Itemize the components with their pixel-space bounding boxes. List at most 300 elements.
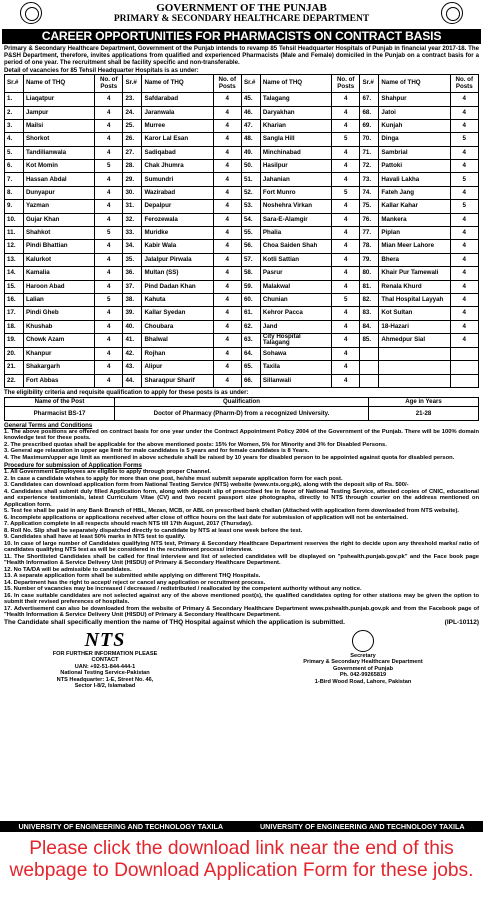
post-count: 4 xyxy=(95,133,123,146)
vacancy-serial: 48. xyxy=(241,133,260,146)
vacancy-serial: 41. xyxy=(123,334,142,348)
vacancy-table-header xyxy=(5,75,479,93)
thq-name: Havali Lakha xyxy=(379,173,450,186)
thq-name: Hasilpur xyxy=(260,160,331,173)
thq-name: Pasrur xyxy=(260,267,331,280)
thq-name: Jampur xyxy=(23,106,94,119)
thq-name: Piplan xyxy=(379,227,450,240)
vacancy-serial: 82. xyxy=(360,293,379,306)
vacancy-serial xyxy=(360,347,379,360)
post-count: 4 xyxy=(213,293,241,306)
thq-name: Minchinabad xyxy=(260,146,331,159)
vacancy-column-header: No. of Posts xyxy=(95,75,123,93)
post-count: 4 xyxy=(213,374,241,387)
intro-paragraph: Primary & Secondary Healthcare Department, Government of the Punjab intends to revamp 85 Tehsil Headquarter Hospitals of Punjab in financial year 2017-18. The P&SH Department, therefore, invites applications from qualified and experienced Pharmacists (Male and Female) domiciled in the Punjab on a contract basis for a period of one year. The recruitment shall be facility specific and non-transferable. xyxy=(4,45,479,67)
vacancy-serial: 20. xyxy=(5,347,24,360)
vacancy-serial: 37. xyxy=(123,280,142,293)
post-count: 4 xyxy=(450,106,479,119)
vacancy-serial: 75. xyxy=(360,200,379,213)
post-count: 4 xyxy=(213,240,241,253)
list-item: 13. A separate application form shall be submitted while applying on different THQ Hospitals. xyxy=(4,573,261,580)
list-item: 15. Number of vacancies may be increased / decreased / redistributed / reallocated by the competent authority without any notice. xyxy=(4,586,362,593)
secretary-contact xyxy=(283,630,443,685)
post-count: 4 xyxy=(213,173,241,186)
post-count: 4 xyxy=(450,320,479,333)
vacancy-serial: 56. xyxy=(241,240,260,253)
vacancy-serial: 26. xyxy=(123,133,142,146)
post-count: 4 xyxy=(95,253,123,266)
thq-name: Mailsi xyxy=(23,119,94,132)
vacancy-serial: 58. xyxy=(241,267,260,280)
post-count: 4 xyxy=(450,186,479,199)
post-count: 4 xyxy=(95,320,123,333)
thq-name: Khushab xyxy=(23,320,94,333)
vacancy-serial: 36. xyxy=(123,267,142,280)
vacancy-serial: 11. xyxy=(5,227,24,240)
thq-name: Kot Sultan xyxy=(379,307,450,320)
post-count: 4 xyxy=(450,253,479,266)
post-count: 4 xyxy=(95,186,123,199)
thq-name: Jaranwala xyxy=(142,106,213,119)
list-item: 1. All Government Employees are eligible to apply through proper Channel. xyxy=(4,469,211,476)
thq-name: Wazirabad xyxy=(142,186,213,199)
post-count: 4 xyxy=(95,240,123,253)
secretary-line: Government of Punjab xyxy=(333,665,393,672)
vacancy-column-header: Name of THQ xyxy=(379,75,450,93)
vacancy-serial: 7. xyxy=(5,173,24,186)
thq-name: Khair Pur Tamewali xyxy=(379,267,450,280)
thq-name: Lalian xyxy=(23,293,94,306)
post-count: 5 xyxy=(450,200,479,213)
university-name: UNIVERSITY OF ENGINEERING AND TECHNOLOGY TAXILA xyxy=(18,822,224,831)
thq-name: Sambrial xyxy=(379,146,450,159)
government-title: GOVERNMENT OF THE PUNJAB xyxy=(156,2,327,14)
qualification-value: Doctor of Pharmacy (Pharm-D) from a recognized University. xyxy=(115,406,369,420)
punjab-seal-icon xyxy=(352,630,374,652)
thq-name: Multan (SS) xyxy=(142,267,213,280)
vacancy-serial: 28. xyxy=(123,160,142,173)
table-row xyxy=(5,200,479,213)
post-count: 4 xyxy=(332,227,360,240)
list-item: 6. Incomplete applications or applications received after close of office hours on the last date for submission of application will not be entertained. xyxy=(4,514,408,521)
table-row xyxy=(5,253,479,266)
post-count: 4 xyxy=(95,119,123,132)
thq-name: Pattoki xyxy=(379,160,450,173)
thq-name: Chak Jhumra xyxy=(142,160,213,173)
nts-line: UAN: +92-51-844-444-1 xyxy=(74,663,136,670)
vacancy-serial: 69. xyxy=(360,119,379,132)
list-item: 9. Candidates shall have at least 50% marks in NTS test to qualify. xyxy=(4,534,186,541)
thq-name: Alipur xyxy=(142,361,213,374)
qualification-table xyxy=(4,397,479,421)
thq-name: Jalalpur Pirwala xyxy=(142,253,213,266)
vacancy-serial: 66. xyxy=(241,374,260,387)
thq-name: Sadiqabad xyxy=(142,146,213,159)
general-terms-title: General Terms and Conditions xyxy=(4,421,93,429)
vacancy-serial: 72. xyxy=(360,160,379,173)
table-row xyxy=(5,186,479,199)
thq-name: Jatoi xyxy=(379,106,450,119)
thq-name: City Hospital Talagang xyxy=(260,334,331,348)
table-row xyxy=(5,93,479,106)
university-strip xyxy=(0,821,483,832)
vacancy-serial: 30. xyxy=(123,186,142,199)
post-count: 4 xyxy=(95,280,123,293)
thq-name: Liaqatpur xyxy=(23,93,94,106)
thq-name: Murree xyxy=(142,119,213,132)
career-banner: CAREER OPPORTUNITIES FOR PHARMACISTS ON CONTRACT BASIS xyxy=(2,29,481,44)
thq-name: Pind Dadan Khan xyxy=(142,280,213,293)
thq-name: Shahpur xyxy=(379,93,450,106)
post-count: 4 xyxy=(450,160,479,173)
post-count: 4 xyxy=(95,200,123,213)
thq-name: Tandilianwala xyxy=(23,146,94,159)
vacancy-serial: 60. xyxy=(241,293,260,306)
vacancy-column-header: No. of Posts xyxy=(450,75,479,93)
list-item: 17. Advertisement can also be downloaded from the website of Primary & Secondary Healthcare Department www.pshealth.punjab.gov.pk and from the Facebook page of "Health Information & Service Delivery Unit (HISDU) of Primary & Secondary Healthcare Department. xyxy=(4,605,479,619)
thq-name: Muridke xyxy=(142,227,213,240)
list-item: 7. Application complete in all respects should reach NTS till 17th August, 2017 (Thursday). xyxy=(4,521,253,528)
post-count: 4 xyxy=(213,160,241,173)
table-row xyxy=(5,361,479,374)
post-count: 5 xyxy=(450,133,479,146)
post-count: 4 xyxy=(213,347,241,360)
vacancy-column-header: No. of Posts xyxy=(213,75,241,93)
vacancy-serial: 67. xyxy=(360,93,379,106)
vacancy-serial: 74. xyxy=(360,186,379,199)
vacancy-serial: 16. xyxy=(5,293,24,306)
post-count: 4 xyxy=(95,347,123,360)
post-count: 5 xyxy=(332,186,360,199)
vacancy-serial: 83. xyxy=(360,307,379,320)
vacancy-serial xyxy=(360,374,379,387)
thq-name: Gujar Khan xyxy=(23,213,94,226)
post-count: 4 xyxy=(332,93,360,106)
thq-name: Kotli Sattian xyxy=(260,253,331,266)
vacancy-serial: 70. xyxy=(360,133,379,146)
vacancy-serial: 59. xyxy=(241,280,260,293)
thq-name: Ferozewala xyxy=(142,213,213,226)
vacancy-serial: 55. xyxy=(241,227,260,240)
vacancy-serial: 13. xyxy=(5,253,24,266)
post-count: 4 xyxy=(95,146,123,159)
thq-name: Kabir Wala xyxy=(142,240,213,253)
age-header: Age in Years xyxy=(369,397,479,406)
qualification-header: Qualification xyxy=(115,397,369,406)
list-item: 12. No TA/DA will be admissible to candidates. xyxy=(4,566,132,573)
thq-name: Thal Hospital Layyah xyxy=(379,293,450,306)
vacancy-column-header: No. of Posts xyxy=(332,75,360,93)
table-row xyxy=(5,267,479,280)
thq-name: Choubara xyxy=(142,320,213,333)
procedure-title: Procedure for submission of Application Forms xyxy=(4,462,142,470)
thq-name: Mian Meer Lahore xyxy=(379,240,450,253)
post-count: 4 xyxy=(450,213,479,226)
vacancy-serial: 14. xyxy=(5,267,24,280)
post-count: 4 xyxy=(450,334,479,348)
thq-name: Fort Munro xyxy=(260,186,331,199)
post-count: 4 xyxy=(95,307,123,320)
secretary-line: Secretary xyxy=(350,652,376,659)
vacancy-serial: 31. xyxy=(123,200,142,213)
vacancy-serial: 44. xyxy=(123,374,142,387)
thq-name: Bhera xyxy=(379,253,450,266)
table-row xyxy=(5,213,479,226)
vacancy-column-header: Sr.# xyxy=(5,75,24,93)
thq-name: Kharian xyxy=(260,119,331,132)
table-row xyxy=(5,106,479,119)
thq-name: Haroon Abad xyxy=(23,280,94,293)
vacancy-serial: 39. xyxy=(123,307,142,320)
post-count: 4 xyxy=(332,320,360,333)
vacancy-serial: 63. xyxy=(241,334,260,348)
thq-name: Kot Momin xyxy=(23,160,94,173)
thq-name: Kehror Pacca xyxy=(260,307,331,320)
post-count: 5 xyxy=(332,293,360,306)
thq-name: Chunian xyxy=(260,293,331,306)
post-count: 4 xyxy=(213,213,241,226)
thq-name: Shakargarh xyxy=(23,361,94,374)
department-title: PRIMARY & SECONDARY HEALTHCARE DEPARTMENT xyxy=(113,14,370,24)
post-count: 4 xyxy=(95,213,123,226)
post-count: 4 xyxy=(332,106,360,119)
vacancy-serial: 4. xyxy=(5,133,24,146)
thq-name: Noshehra Virkan xyxy=(260,200,331,213)
table-row xyxy=(5,146,479,159)
table-row xyxy=(5,293,479,306)
vacancy-serial: 64. xyxy=(241,347,260,360)
punjab-seal-icon xyxy=(20,2,42,24)
thq-name: Pindi Gheb xyxy=(23,307,94,320)
post-count: 4 xyxy=(95,361,123,374)
list-item: 4. The Maximum/upper age limit as mentioned in above schedule shall be raised by 10 years for disabled person to be appointed against quota for disabled person. xyxy=(4,454,455,461)
thq-name xyxy=(379,347,450,360)
vacancy-serial: 84. xyxy=(360,320,379,333)
thq-name: Kallar Syedan xyxy=(142,307,213,320)
post-count: 4 xyxy=(213,146,241,159)
vacancy-serial: 46. xyxy=(241,106,260,119)
vacancy-column-header: Sr.# xyxy=(360,75,379,93)
post-count: 4 xyxy=(332,361,360,374)
post-count: 4 xyxy=(332,334,360,348)
post-count: 4 xyxy=(450,146,479,159)
thq-name: Taxila xyxy=(260,361,331,374)
vacancy-serial: 8. xyxy=(5,186,24,199)
vacancy-serial: 65. xyxy=(241,361,260,374)
list-item: 1. The above positions are offered on contract basis for one year under the Contract Appointment Policy 2004 of the Government of the Punjab. There will be 100% domain knowledge test for these posts. xyxy=(4,428,479,442)
thq-name xyxy=(379,374,450,387)
vacancy-serial xyxy=(360,361,379,374)
vacancy-serial: 40. xyxy=(123,320,142,333)
post-count: 4 xyxy=(213,361,241,374)
vacancy-serial: 79. xyxy=(360,253,379,266)
thq-name: Kunjah xyxy=(379,119,450,132)
vacancy-serial: 53. xyxy=(241,200,260,213)
vacancy-serial: 76. xyxy=(360,213,379,226)
vacancy-serial: 42. xyxy=(123,347,142,360)
post-count: 5 xyxy=(450,173,479,186)
thq-name xyxy=(379,361,450,374)
thq-name: Kahuta xyxy=(142,293,213,306)
thq-name: Fateh Jang xyxy=(379,186,450,199)
vacancy-serial: 12. xyxy=(5,240,24,253)
post-count: 4 xyxy=(95,173,123,186)
post-count: 4 xyxy=(450,93,479,106)
table-row xyxy=(5,227,479,240)
list-item: 5. Test fee shall be paid in any Bank Branch of HBL, Mezan, MCB, or ABL on prescribed bank challan (Attached with application form downloaded from NTS website). xyxy=(4,508,460,515)
vacancy-serial: 50. xyxy=(241,160,260,173)
post-count: 4 xyxy=(95,93,123,106)
post-count: 4 xyxy=(332,200,360,213)
post-count: 4 xyxy=(213,93,241,106)
post-count: 5 xyxy=(95,293,123,306)
vacancy-column-header: Name of THQ xyxy=(260,75,331,93)
vacancy-serial: 85. xyxy=(360,334,379,348)
post-count xyxy=(450,361,479,374)
list-item: 10. In case of large number of Candidates qualifying NTS test, Primary & Secondary Healthcare Department reserves the right to decide upon any threshold marks/ ratio of candidates qualifying NTS test as will be considered in the recruitment process/ interview. xyxy=(4,540,479,554)
post-count: 4 xyxy=(332,160,360,173)
procedure-list xyxy=(0,469,483,619)
thq-name: Dunyapur xyxy=(23,186,94,199)
thq-name: Sangla Hill xyxy=(260,133,331,146)
post-count: 4 xyxy=(213,133,241,146)
table-row xyxy=(5,280,479,293)
thq-name: Sillanwali xyxy=(260,374,331,387)
secretary-line: 1-Bird Wood Road, Lahore, Pakistan xyxy=(314,678,412,685)
vacancy-serial: 54. xyxy=(241,213,260,226)
note-row xyxy=(0,619,483,627)
vacancy-serial: 9. xyxy=(5,200,24,213)
secretary-line: Primary & Secondary Healthcare Department xyxy=(303,659,423,666)
vacancy-serial: 51. xyxy=(241,173,260,186)
thq-name: Sohawa xyxy=(260,347,331,360)
thq-name: Bhalwal xyxy=(142,334,213,348)
vacancy-column-header: Name of THQ xyxy=(23,75,94,93)
post-count: 4 xyxy=(213,106,241,119)
list-item: 4. Candidates shall submit duly filled Application form, along with deposit slip of prescribed fee in favor of National Testing Service, attested copies of CNIC, educational and experience testimonials, latest Curriculum Vitae (CV) and two recent passport size photographs, directly to NTS through courier on the address mentioned on Application form. xyxy=(4,488,479,508)
vacancy-serial: 34. xyxy=(123,240,142,253)
nts-contact xyxy=(40,630,170,689)
thq-name: Hassan Abdal xyxy=(23,173,94,186)
list-item: 16. In case suitable candidates are not selected against any of the above mentioned post(s), the qualified candidates opting for other stations may be given the option to submit their revised preferences of hospitals. xyxy=(4,592,479,606)
post-count: 4 xyxy=(450,307,479,320)
post-count: 4 xyxy=(332,146,360,159)
vacancy-serial: 35. xyxy=(123,253,142,266)
table-row xyxy=(5,307,479,320)
nts-line: NTS Headquarter: 1-E, Street No. 46, xyxy=(56,676,154,683)
age-range: 21-28 xyxy=(369,406,479,420)
thq-name: Malakwal xyxy=(260,280,331,293)
contact-footer xyxy=(0,628,483,689)
vacancy-serial: 2. xyxy=(5,106,24,119)
vacancy-serial: 38. xyxy=(123,293,142,306)
thq-name: Depalpur xyxy=(142,200,213,213)
thq-name: Safdarabad xyxy=(142,93,213,106)
thq-name: Yazman xyxy=(23,200,94,213)
thq-name: Sara-E-Alamgir xyxy=(260,213,331,226)
vacancy-serial: 10. xyxy=(5,213,24,226)
thq-name: 18-Hazari xyxy=(379,320,450,333)
table-row xyxy=(5,160,479,173)
vacancy-serial: 61. xyxy=(241,307,260,320)
list-item: 2. In case a candidate wishes to apply for more than one post, he/she must submit separate application form for each post. xyxy=(4,475,343,482)
post-count: 5 xyxy=(95,227,123,240)
vacancy-serial: 3. xyxy=(5,119,24,132)
thq-name: Dinga xyxy=(379,133,450,146)
secretary-line: Ph. 042-99265819 xyxy=(339,672,387,679)
post-count: 4 xyxy=(213,320,241,333)
thq-name: Chowk Azam xyxy=(23,334,94,348)
eligibility-line: The eligibility criteria and requisite qualification to apply for these posts is as under: xyxy=(4,388,249,396)
vacancy-serial: 27. xyxy=(123,146,142,159)
post-count: 4 xyxy=(332,240,360,253)
thq-name: Mankera xyxy=(379,213,450,226)
download-notice: Please click the download link near the end of this webpage to Download Application Form for these jobs. xyxy=(9,838,474,881)
thq-name: Ahmedpur Sial xyxy=(379,334,450,348)
thq-name: Phalia xyxy=(260,227,331,240)
vacancy-serial: 24. xyxy=(123,106,142,119)
post-count xyxy=(450,347,479,360)
post-count: 4 xyxy=(450,293,479,306)
vacancy-column-header: Sr.# xyxy=(241,75,260,93)
post-count: 4 xyxy=(450,267,479,280)
post-count: 4 xyxy=(332,347,360,360)
vacancy-serial: 17. xyxy=(5,307,24,320)
post-count: 4 xyxy=(450,280,479,293)
thq-name: Fort Abbas xyxy=(23,374,94,387)
vacancy-serial: 32. xyxy=(123,213,142,226)
vacancy-serial: 1. xyxy=(5,93,24,106)
post-count: 4 xyxy=(213,119,241,132)
punjab-seal-icon xyxy=(441,2,463,24)
general-terms-list xyxy=(0,429,483,462)
thq-name: Renala Khurd xyxy=(379,280,450,293)
post-count: 4 xyxy=(213,307,241,320)
thq-name: Kalurkot xyxy=(23,253,94,266)
vacancy-serial: 18. xyxy=(5,320,24,333)
list-item: 8. Roll No. Slip shall be separately dispatched directly to candidate by NTS at least one week before the test. xyxy=(4,527,303,534)
post-count: 5 xyxy=(332,133,360,146)
list-item: 11. The Shortlisted Candidates shall be called for final interview and list of selected candidates will be displayed on "pshealth.punjab.gov.pk" and the Face book page "Health Information & Service Delivery Unit (HISDU) of Primary & Secondary Healthcare Department. xyxy=(4,553,479,567)
thq-name: Pindi Bhattian xyxy=(23,240,94,253)
table-row xyxy=(5,119,479,132)
vacancy-serial: 15. xyxy=(5,280,24,293)
post-count: 4 xyxy=(332,173,360,186)
nts-logo: NTS xyxy=(84,628,126,651)
thq-name: Kamalia xyxy=(23,267,94,280)
vacancy-serial: 47. xyxy=(241,119,260,132)
post-count: 4 xyxy=(332,307,360,320)
thq-name: Kallar Kahar xyxy=(379,200,450,213)
thq-name: Choa Saiden Shah xyxy=(260,240,331,253)
post-header: Name of the Post xyxy=(5,397,115,406)
thq-name: Rojhan xyxy=(142,347,213,360)
thq-name: Sumundri xyxy=(142,173,213,186)
post-count: 4 xyxy=(95,267,123,280)
thq-note: The Candidate shall specifically mention the name of THQ Hospital against which the application is submitted. xyxy=(4,618,345,626)
vacancy-serial: 25. xyxy=(123,119,142,132)
nts-line: FOR FURTHER INFORMATION PLEASE CONTACT xyxy=(52,650,158,664)
post-count: 4 xyxy=(213,267,241,280)
vacancy-serial: 71. xyxy=(360,146,379,159)
post-count: 4 xyxy=(213,253,241,266)
post-count: 4 xyxy=(213,186,241,199)
vacancy-serial: 62. xyxy=(241,320,260,333)
post-count: 4 xyxy=(95,334,123,348)
post-count: 4 xyxy=(450,227,479,240)
vacancy-column-header: Name of THQ xyxy=(142,75,213,93)
vacancy-serial: 80. xyxy=(360,267,379,280)
